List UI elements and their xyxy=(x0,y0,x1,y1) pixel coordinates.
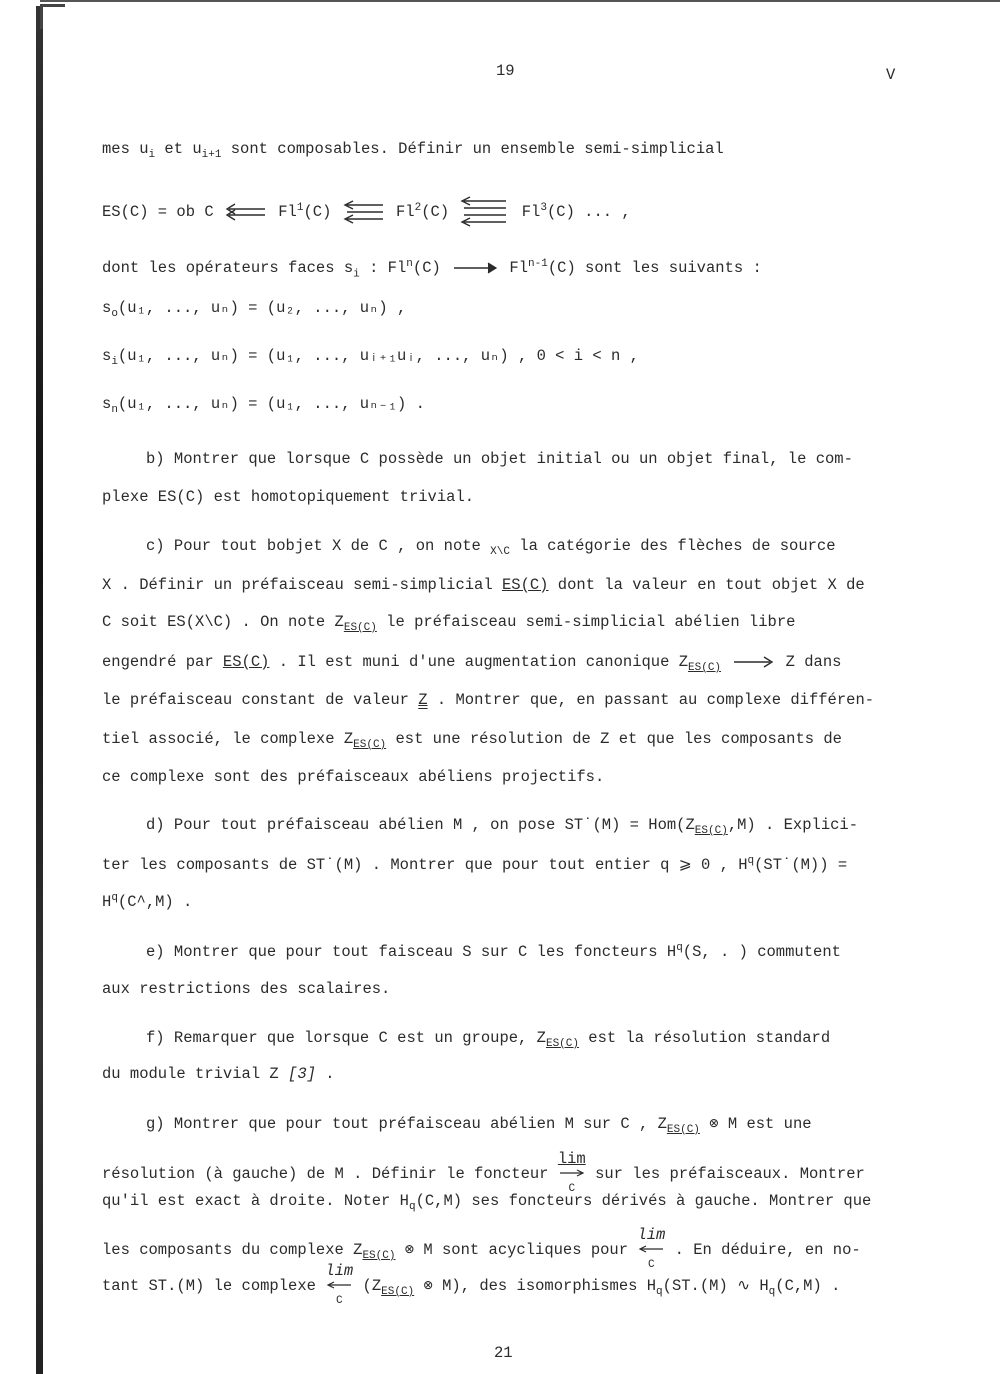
text-span: (u₁, ..., uₙ) = (u₂, ..., uₙ) , xyxy=(117,299,407,317)
text-span: X . Définir un préfaisceau semi-simplicial xyxy=(102,576,502,594)
subscript: ES(C) xyxy=(688,662,722,675)
text-span: . Montrer que, en passant au complexe différen- xyxy=(427,691,875,709)
subscript: q xyxy=(408,1201,416,1214)
text-span: g) Montrer que pour tout préfaisceau abélien M sur C , Z xyxy=(146,1115,667,1133)
text-span: mes u xyxy=(102,140,149,158)
text-span: (C,M) . xyxy=(775,1277,841,1296)
underlined-text: ES(C) xyxy=(501,576,549,594)
right-arrow-icon xyxy=(558,1169,586,1177)
text-span: (C) ... , xyxy=(546,203,631,222)
page-top-edge xyxy=(40,0,1000,2)
triple-left-arrow-icon xyxy=(341,199,387,225)
text-span: tiel associé, le complexe Z xyxy=(102,730,354,748)
formula-si: $s_i(u_1$, ..., uₙ) = (u₁, ..., uᵢ₊₁uᵢ, ..., uₙ) , 0 < i < n , xyxy=(102,347,639,369)
text-span: résolution (à gauche) de M . Définir le foncteur xyxy=(102,1165,558,1184)
paragraph-c-line xyxy=(102,730,842,751)
double-left-arrow-icon xyxy=(223,201,269,223)
text-span: (u₁, ..., uₙ) = (u₁, ..., uₙ₋₁) . xyxy=(117,395,425,413)
text-span: ⊗ M), des isomorphismes H xyxy=(414,1277,657,1296)
binding-shadow xyxy=(36,6,43,1374)
text-span: f) Remarquer que lorsque C est un groupe, Z xyxy=(146,1029,546,1047)
paragraph-b-line: plexe ES(C) est homotopiquement trivial. xyxy=(102,488,475,506)
text-span: (C,M) ses foncteurs dérivés à gauche. Montrer que xyxy=(415,1192,872,1210)
right-arrow-icon xyxy=(450,261,500,275)
paragraph-g-line xyxy=(102,1264,840,1308)
binding-corner xyxy=(40,4,65,29)
paragraph-g-line xyxy=(102,1192,871,1213)
quadruple-left-arrow-icon xyxy=(458,196,512,228)
subscript: q xyxy=(656,1286,663,1299)
header-chapter: V xyxy=(886,66,896,84)
text-span: tant ST.(M) le complexe xyxy=(102,1277,326,1296)
subscript: ES(C) xyxy=(694,825,728,838)
paragraph-f-line xyxy=(102,1065,335,1083)
subscript: ES(C) xyxy=(381,1286,415,1299)
text-span: (u₁, ..., uₙ) = (u₁, ..., uᵢ₊₁uᵢ, ..., uₙ) , 0 < i < n , xyxy=(117,347,639,365)
es-definition-line xyxy=(102,196,631,228)
subscript: ES(C) xyxy=(362,1250,396,1263)
text-span: ter les composants de ST˙(M) . Montrer que pour tout entier q ⩾ 0 , H xyxy=(102,856,748,875)
superscript: n xyxy=(406,258,413,270)
subscript: X\C xyxy=(490,546,510,559)
operator-index: C xyxy=(568,1183,576,1195)
text-span: dont les opérateurs faces s xyxy=(102,259,354,278)
operator-label: lim xyxy=(325,1262,354,1280)
text-span: la catégorie des flèches de source xyxy=(509,537,836,555)
paragraph-d-line xyxy=(102,855,847,874)
faces-line xyxy=(102,258,762,280)
text-span: ⊗ M est une xyxy=(699,1115,812,1133)
footer-page-number: 21 xyxy=(494,1344,513,1362)
subscript: i+1 xyxy=(201,149,222,162)
superscript: q xyxy=(676,942,683,954)
text-span: sur les préfaisceaux. Montrer xyxy=(585,1165,865,1184)
text-span: . En déduire, en no- xyxy=(665,1241,861,1260)
text-span: engendré par xyxy=(102,653,223,671)
text-span: Fl xyxy=(396,203,415,222)
text-span: (C) xyxy=(303,203,332,222)
text-span: (ST˙(M)) = xyxy=(754,856,848,875)
subscript: q xyxy=(768,1286,776,1299)
header-page-number: 19 xyxy=(496,62,515,80)
formula-s0: $s_o(u_1$, ..., uₙ) = (u₂, ..., uₙ) , xyxy=(102,299,407,321)
text-span: : Fl xyxy=(359,259,407,278)
text-span: (C) xyxy=(421,203,450,222)
text-span: e) Montrer que pour tout faisceau S sur C les foncteurs H xyxy=(146,943,677,962)
text-span: (S, . ) commutent xyxy=(682,943,841,962)
superscript: q xyxy=(111,892,118,904)
text-span: est une résolution de Z et que les composants de xyxy=(386,730,842,748)
text-span: H xyxy=(102,893,112,912)
text-span: C soit ES( xyxy=(102,613,196,631)
superscript: 3 xyxy=(540,201,547,214)
left-arrow-icon xyxy=(637,1245,665,1253)
text-span: ,M) . Explici- xyxy=(727,816,859,834)
text-span: qu'il est exact à droite. Noter H xyxy=(102,1192,409,1210)
text-span: (C^,M) . xyxy=(117,893,193,912)
underlined-text: ES(C) xyxy=(222,653,270,671)
paragraph-c-line xyxy=(102,576,865,594)
superscript: n-1 xyxy=(528,258,548,270)
paragraph-g-line xyxy=(102,1152,865,1196)
subscript: i xyxy=(148,149,156,162)
subscript: ES(C) xyxy=(666,1124,700,1137)
text-span: Fl xyxy=(278,203,297,222)
text-span: Z dans xyxy=(785,653,842,671)
operator-label: lim xyxy=(557,1150,586,1168)
text-span: (Z xyxy=(353,1277,382,1296)
paragraph-d-line xyxy=(102,892,192,911)
left-arrow-icon xyxy=(325,1281,353,1289)
paragraph-e-line: aux restrictions des scalaires. xyxy=(102,980,391,998)
text-span: et u xyxy=(155,140,202,158)
text-span: du module trivial Z xyxy=(102,1065,289,1083)
text-span: ⊗ M sont acycliques pour xyxy=(395,1241,638,1260)
right-arrow-icon xyxy=(730,655,776,669)
text-span: ES(C) = ob C xyxy=(102,203,214,222)
text-span: Fl xyxy=(509,259,529,278)
text-span: Fl xyxy=(521,203,541,222)
paragraph-f-line xyxy=(146,1029,830,1050)
paragraph-e-line xyxy=(146,942,841,961)
text-span: sont composables. Définir un ensemble semi-simplicial xyxy=(221,140,724,158)
text-span: (C) sont les suivants : xyxy=(547,259,762,278)
double-underlined-text: Z xyxy=(418,691,428,709)
paragraph-g-line xyxy=(146,1114,812,1136)
text-span: le préfaisceau constant de valeur xyxy=(102,691,419,709)
superscript: q xyxy=(747,855,755,867)
citation: [3] xyxy=(288,1065,316,1083)
subscript: ES(C) xyxy=(353,739,387,752)
text-span: . Il est muni d'une augmentation canonique Z xyxy=(269,653,689,671)
paragraph-c-line xyxy=(102,653,841,674)
paragraph-d-line xyxy=(146,816,858,837)
text-span: c) Pour tout bobjet X de C , on note xyxy=(146,537,491,555)
subscript: ES(C) xyxy=(545,1038,579,1051)
superscript: 1 xyxy=(296,201,304,214)
subscript: ES(C) xyxy=(343,622,377,635)
text-span: dont la valeur en tout objet X de xyxy=(548,576,865,594)
operator-label: lim xyxy=(637,1226,666,1244)
text-span: (C) xyxy=(412,259,441,278)
operator-index: C xyxy=(648,1259,655,1271)
paragraph-c-line xyxy=(102,613,795,634)
text-span: les composants du complexe Z xyxy=(102,1241,363,1260)
text-line xyxy=(102,140,724,161)
colim-operator xyxy=(558,1152,586,1196)
text-span: est la résolution standard xyxy=(578,1029,831,1047)
formula-sn: $s_n(u_1$, ..., uₙ) = (u₁, ..., uₙ₋₁) . xyxy=(102,395,425,417)
text-span: (ST.(M) ∿ H xyxy=(662,1277,769,1296)
paragraph-c-line xyxy=(146,537,836,558)
operator-index: C xyxy=(335,1295,343,1307)
lim-operator xyxy=(325,1264,353,1308)
paragraph-b-line: b) Montrer que lorsque C possède un objet initial ou un objet final, le com- xyxy=(146,450,853,468)
superscript: 2 xyxy=(414,201,422,214)
paragraph-c-line: ce complexe sont des préfaisceaux abéliens projectifs. xyxy=(102,768,605,786)
subscript: i xyxy=(353,268,360,281)
paragraph-c-line xyxy=(102,691,874,709)
text-span: X\C) . On note Z xyxy=(195,613,344,631)
text-span: le préfaisceau semi-simplicial abélien libre xyxy=(376,613,796,631)
text-span: . xyxy=(315,1065,335,1083)
text-span: d) Pour tout préfaisceau abélien M , on pose ST˙(M) = Hom(Z xyxy=(146,816,695,834)
